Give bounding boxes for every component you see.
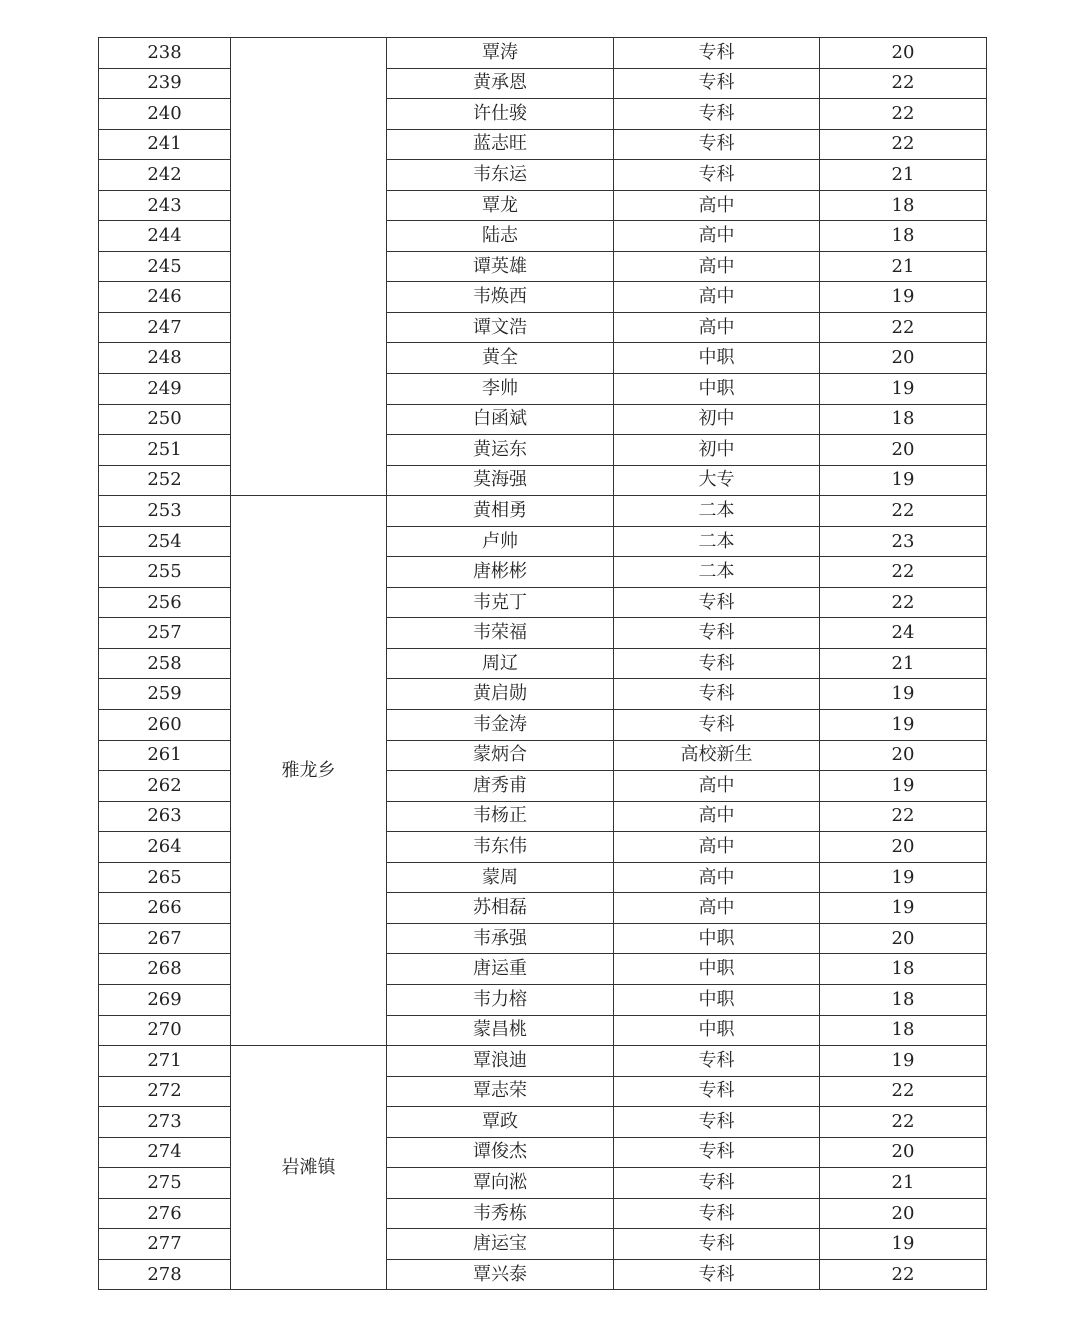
row-number-cell: 267 — [99, 923, 231, 954]
row-number-cell: 239 — [99, 68, 231, 99]
education-cell: 初中 — [614, 435, 820, 466]
education-cell: 中职 — [614, 954, 820, 985]
education-cell: 高中 — [614, 862, 820, 893]
age-cell: 22 — [820, 557, 987, 588]
row-number-cell: 272 — [99, 1076, 231, 1107]
age-cell: 19 — [820, 862, 987, 893]
name-cell: 韦焕西 — [387, 282, 614, 313]
name-cell: 覃兴泰 — [387, 1259, 614, 1290]
age-cell: 19 — [820, 282, 987, 313]
row-number-cell: 255 — [99, 557, 231, 588]
age-cell: 19 — [820, 374, 987, 405]
row-number-cell: 277 — [99, 1229, 231, 1260]
row-number-cell: 264 — [99, 832, 231, 863]
age-cell: 18 — [820, 984, 987, 1015]
row-number-cell: 275 — [99, 1168, 231, 1199]
education-cell: 中职 — [614, 343, 820, 374]
education-cell: 专科 — [614, 618, 820, 649]
name-cell: 韦东运 — [387, 160, 614, 191]
row-number-cell: 261 — [99, 740, 231, 771]
education-cell: 专科 — [614, 1259, 820, 1290]
age-cell: 21 — [820, 648, 987, 679]
education-cell: 高中 — [614, 893, 820, 924]
row-number-cell: 249 — [99, 374, 231, 405]
education-cell: 大专 — [614, 465, 820, 496]
table-row — [99, 1046, 987, 1077]
row-number-cell: 263 — [99, 801, 231, 832]
age-cell: 19 — [820, 1229, 987, 1260]
row-number-cell: 242 — [99, 160, 231, 191]
name-cell: 覃龙 — [387, 190, 614, 221]
age-cell: 22 — [820, 99, 987, 130]
name-cell: 黄运东 — [387, 435, 614, 466]
row-number-cell: 266 — [99, 893, 231, 924]
row-number-cell: 247 — [99, 312, 231, 343]
age-cell: 20 — [820, 923, 987, 954]
name-cell: 韦力榕 — [387, 984, 614, 1015]
row-number-cell: 259 — [99, 679, 231, 710]
row-number-cell: 240 — [99, 99, 231, 130]
age-cell: 18 — [820, 190, 987, 221]
education-cell: 专科 — [614, 710, 820, 741]
education-cell: 专科 — [614, 648, 820, 679]
education-cell: 高中 — [614, 312, 820, 343]
name-cell: 韦秀栋 — [387, 1198, 614, 1229]
name-cell: 覃志荣 — [387, 1076, 614, 1107]
name-cell: 黄承恩 — [387, 68, 614, 99]
name-cell: 许仕骏 — [387, 99, 614, 130]
name-cell: 韦金涛 — [387, 710, 614, 741]
age-cell: 19 — [820, 771, 987, 802]
row-number-cell: 269 — [99, 984, 231, 1015]
name-cell: 韦荣福 — [387, 618, 614, 649]
name-cell: 蓝志旺 — [387, 129, 614, 160]
row-number-cell: 241 — [99, 129, 231, 160]
name-cell: 韦克丁 — [387, 587, 614, 618]
age-cell: 22 — [820, 1259, 987, 1290]
name-cell: 覃政 — [387, 1107, 614, 1138]
education-cell: 高中 — [614, 251, 820, 282]
education-cell: 初中 — [614, 404, 820, 435]
name-cell: 蒙昌桃 — [387, 1015, 614, 1046]
education-cell: 高校新生 — [614, 740, 820, 771]
name-cell: 唐彬彬 — [387, 557, 614, 588]
age-cell: 20 — [820, 1198, 987, 1229]
row-number-cell: 260 — [99, 710, 231, 741]
age-cell: 22 — [820, 587, 987, 618]
education-cell: 高中 — [614, 801, 820, 832]
education-cell: 专科 — [614, 38, 820, 69]
row-number-cell: 257 — [99, 618, 231, 649]
name-cell: 陆志 — [387, 221, 614, 252]
age-cell: 22 — [820, 496, 987, 527]
age-cell: 20 — [820, 38, 987, 69]
age-cell: 22 — [820, 801, 987, 832]
education-cell: 高中 — [614, 190, 820, 221]
row-number-cell: 252 — [99, 465, 231, 496]
row-number-cell: 254 — [99, 526, 231, 557]
name-cell: 黄启勋 — [387, 679, 614, 710]
education-cell: 高中 — [614, 771, 820, 802]
row-number-cell: 268 — [99, 954, 231, 985]
name-cell: 谭俊杰 — [387, 1137, 614, 1168]
name-cell: 覃向淞 — [387, 1168, 614, 1199]
age-cell: 19 — [820, 465, 987, 496]
age-cell: 18 — [820, 404, 987, 435]
row-number-cell: 253 — [99, 496, 231, 527]
name-cell: 蒙周 — [387, 862, 614, 893]
row-number-cell: 271 — [99, 1046, 231, 1077]
age-cell: 24 — [820, 618, 987, 649]
row-number-cell: 250 — [99, 404, 231, 435]
roster-table-body — [99, 38, 987, 1290]
education-cell: 二本 — [614, 557, 820, 588]
education-cell: 中职 — [614, 374, 820, 405]
table-row — [99, 496, 987, 527]
name-cell: 卢帅 — [387, 526, 614, 557]
row-number-cell: 245 — [99, 251, 231, 282]
row-number-cell: 273 — [99, 1107, 231, 1138]
education-cell: 专科 — [614, 1107, 820, 1138]
education-cell: 专科 — [614, 160, 820, 191]
education-cell: 专科 — [614, 1168, 820, 1199]
name-cell: 覃涛 — [387, 38, 614, 69]
name-cell: 周辽 — [387, 648, 614, 679]
row-number-cell: 244 — [99, 221, 231, 252]
education-cell: 专科 — [614, 1076, 820, 1107]
age-cell: 19 — [820, 710, 987, 741]
name-cell: 唐运宝 — [387, 1229, 614, 1260]
age-cell: 22 — [820, 1076, 987, 1107]
name-cell: 莫海强 — [387, 465, 614, 496]
roster-table — [98, 37, 987, 1290]
row-number-cell: 243 — [99, 190, 231, 221]
name-cell: 黄相勇 — [387, 496, 614, 527]
education-cell: 专科 — [614, 68, 820, 99]
age-cell: 18 — [820, 954, 987, 985]
row-number-cell: 251 — [99, 435, 231, 466]
education-cell: 高中 — [614, 832, 820, 863]
age-cell: 20 — [820, 435, 987, 466]
age-cell: 21 — [820, 160, 987, 191]
town-cell: 雅龙乡 — [231, 496, 387, 1046]
education-cell: 二本 — [614, 526, 820, 557]
age-cell: 20 — [820, 740, 987, 771]
age-cell: 20 — [820, 343, 987, 374]
age-cell: 22 — [820, 129, 987, 160]
age-cell: 20 — [820, 1137, 987, 1168]
age-cell: 19 — [820, 893, 987, 924]
education-cell: 专科 — [614, 679, 820, 710]
name-cell: 韦杨正 — [387, 801, 614, 832]
age-cell: 23 — [820, 526, 987, 557]
town-cell: 岩滩镇 — [231, 1046, 387, 1290]
row-number-cell: 262 — [99, 771, 231, 802]
age-cell: 20 — [820, 832, 987, 863]
age-cell: 22 — [820, 312, 987, 343]
name-cell: 苏相磊 — [387, 893, 614, 924]
education-cell: 中职 — [614, 984, 820, 1015]
row-number-cell: 256 — [99, 587, 231, 618]
education-cell: 专科 — [614, 1046, 820, 1077]
row-number-cell: 238 — [99, 38, 231, 69]
age-cell: 19 — [820, 679, 987, 710]
education-cell: 专科 — [614, 1137, 820, 1168]
age-cell: 21 — [820, 251, 987, 282]
name-cell: 谭英雄 — [387, 251, 614, 282]
row-number-cell: 265 — [99, 862, 231, 893]
education-cell: 专科 — [614, 1198, 820, 1229]
row-number-cell: 246 — [99, 282, 231, 313]
name-cell: 唐运重 — [387, 954, 614, 985]
row-number-cell: 248 — [99, 343, 231, 374]
name-cell: 韦东伟 — [387, 832, 614, 863]
table-row — [99, 38, 987, 69]
row-number-cell: 274 — [99, 1137, 231, 1168]
age-cell: 22 — [820, 1107, 987, 1138]
row-number-cell: 258 — [99, 648, 231, 679]
row-number-cell: 276 — [99, 1198, 231, 1229]
name-cell: 覃浪迪 — [387, 1046, 614, 1077]
name-cell: 蒙炳合 — [387, 740, 614, 771]
town-cell — [231, 38, 387, 496]
name-cell: 黄全 — [387, 343, 614, 374]
age-cell: 21 — [820, 1168, 987, 1199]
education-cell: 高中 — [614, 282, 820, 313]
education-cell: 专科 — [614, 1229, 820, 1260]
education-cell: 专科 — [614, 587, 820, 618]
name-cell: 唐秀甫 — [387, 771, 614, 802]
age-cell: 18 — [820, 1015, 987, 1046]
education-cell: 中职 — [614, 1015, 820, 1046]
age-cell: 18 — [820, 221, 987, 252]
row-number-cell: 278 — [99, 1259, 231, 1290]
age-cell: 22 — [820, 68, 987, 99]
education-cell: 专科 — [614, 99, 820, 130]
education-cell: 二本 — [614, 496, 820, 527]
name-cell: 白函斌 — [387, 404, 614, 435]
row-number-cell: 270 — [99, 1015, 231, 1046]
education-cell: 高中 — [614, 221, 820, 252]
name-cell: 李帅 — [387, 374, 614, 405]
age-cell: 19 — [820, 1046, 987, 1077]
education-cell: 中职 — [614, 923, 820, 954]
name-cell: 韦承强 — [387, 923, 614, 954]
name-cell: 谭文浩 — [387, 312, 614, 343]
education-cell: 专科 — [614, 129, 820, 160]
